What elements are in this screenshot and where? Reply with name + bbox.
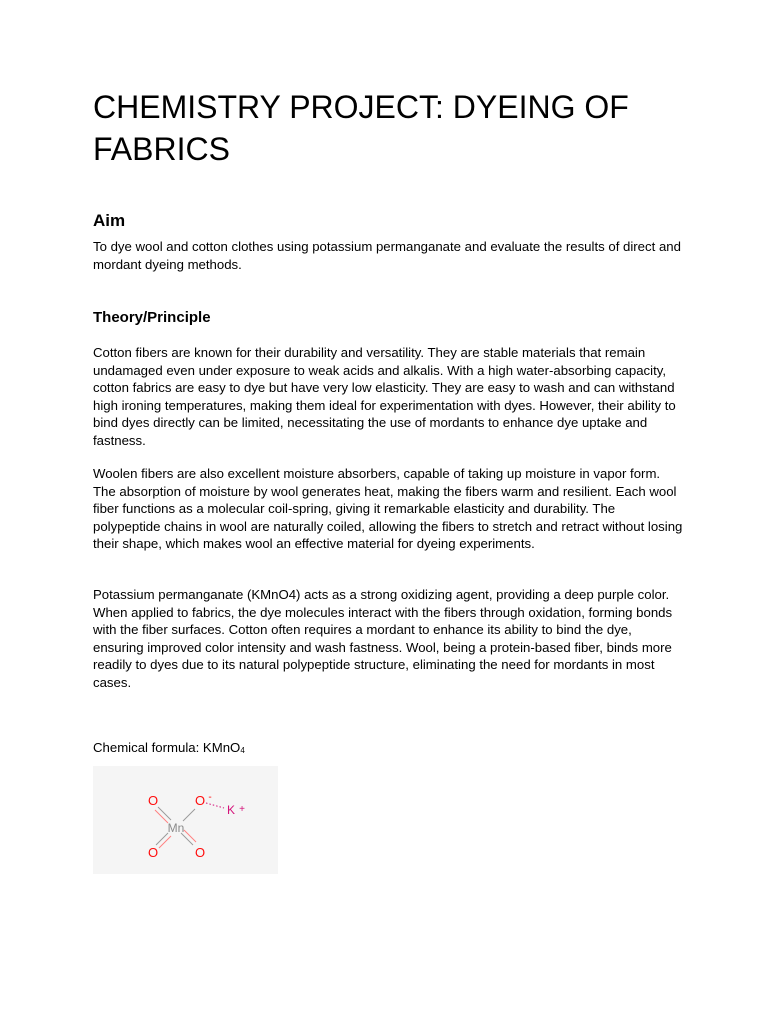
bond-mn-o-top-right — [183, 809, 195, 821]
bond-mn-o-bottom-right-b — [184, 830, 196, 842]
k-charge-label: + — [239, 804, 245, 815]
atom-o-bottom-right: O — [194, 845, 206, 860]
atom-mn: Mn — [167, 821, 185, 835]
bond-mn-o-bottom-left-a — [156, 833, 168, 845]
atom-potassium: K — [226, 803, 236, 817]
formula-subscript: 4 — [240, 746, 245, 755]
atom-o-bottom-left: O — [147, 845, 159, 860]
kmno4-structure-diagram — [93, 766, 278, 874]
chemical-formula — [93, 739, 683, 759]
theory-paragraph-wool: Woolen fibers are also excellent moisture absorbers, capable of taking up moisture in vapor form. The absorption of moisture by wool generates heat, making the fibers warm and resilient. Each wool fiber functions as a molecular coil-spring, giving it remarkable elasticity and durability. The polypeptide chains in wool are naturally coiled, allowing the fibers to stretch and retract without losing their shape, which makes wool an effective material for dyeing experiments. — [93, 466, 683, 552]
theory-paragraph-permanganate: Potassium permanganate (KMnO4) acts as a strong oxidizing agent, providing a deep purple color. When applied to fabrics, the dye molecules interact with the fibers through oxidation, forming bonds with the fiber surfaces. Cotton often requires a mordant to enhance its ability to bind the dye, ensuring improved color intensity and wash fastness. Wool, being a protein-based fiber, binds more readily to dyes due to its natural polypeptide structure, eliminating the need for mordants in most cases. — [93, 587, 673, 690]
structure-svg — [93, 766, 278, 874]
atom-o-top-left: O — [147, 793, 159, 808]
o-charge-label: - — [208, 792, 212, 803]
document-title: CHEMISTRY PROJECT: DYEING OF FABRICS — [93, 89, 629, 167]
aim-text: To dye wool and cotton clothes using potassium permanganate and evaluate the results of direct and mordant dyeing methods. — [93, 239, 681, 272]
theory-heading: Theory/Principle — [93, 309, 211, 326]
ionic-bond-o-k — [206, 803, 224, 808]
theory-paragraph-cotton: Cotton fibers are known for their durability and versatility. They are stable materials that remain undamaged even under exposure to weak acids and alkalis. With a high water-absorbing capacity, cotton fabrics are easy to dye but have very low elasticity. They are easy to wash and can withstand high ironing temperatures, making them ideal for experimentation with dyes. However, their ability to bind dyes directly can be limited, necessitating the use of mordants to enhance dye uptake and fastness. — [93, 345, 676, 448]
atom-o-top-right: O — [194, 793, 206, 808]
aim-heading: Aim — [93, 211, 126, 230]
formula-label: Chemical formula: KMnO — [93, 740, 241, 755]
bond-mn-o-bottom-left-b — [159, 836, 171, 848]
bond-mn-o-top-left-b — [155, 810, 168, 823]
bond-mn-o-top-left-a — [158, 807, 171, 820]
